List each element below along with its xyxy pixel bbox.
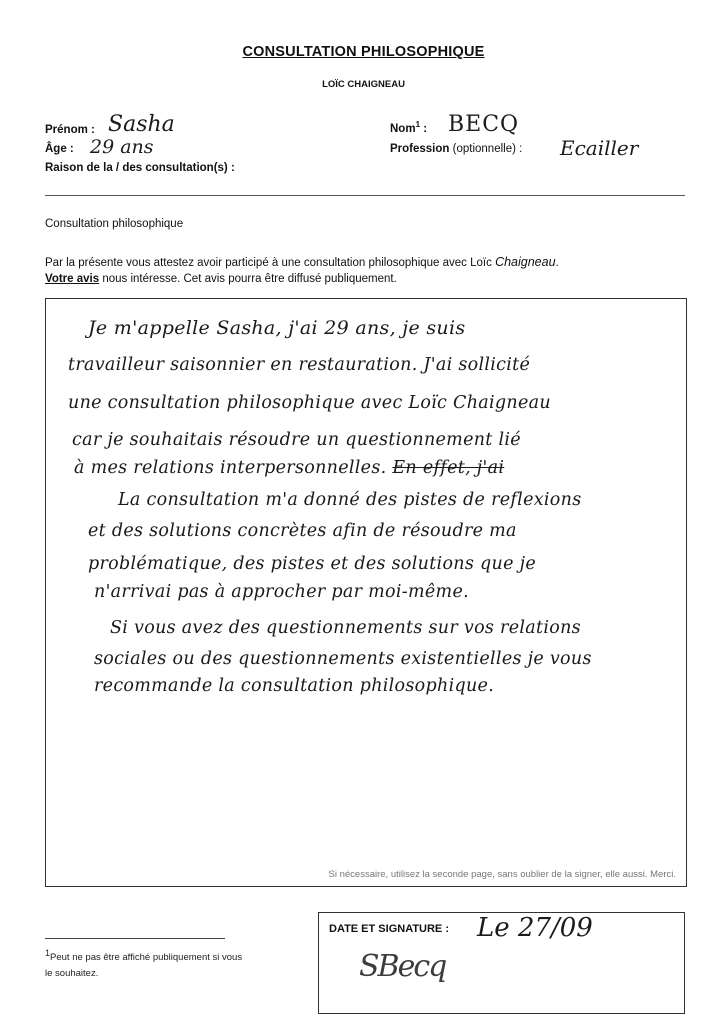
prenom-label: Prénom : [45,124,95,136]
continuation-note: Si nécessaire, utilisez la seconde page, sans oublier de la signer, elle aussi. Merci. [328,869,676,880]
intro-name: Chaigneau [495,255,556,269]
footnote [45,947,243,982]
testimony-line-7: et des solutions concrètes afin de résoudre ma [88,521,517,541]
nom-value: BECQ [448,112,520,137]
testimony-line-10: Si vous avez des questionnements sur vos relations [110,618,581,638]
testimony-box [45,298,687,887]
testimony-line-6: La consultation m'a donné des pistes de reflexions [118,490,582,510]
section-title: Consultation philosophique [45,218,184,230]
profession-value: Ecailler [560,136,639,160]
nom-label-group [390,120,428,135]
intro-line-2 [45,273,397,285]
prenom-value: Sasha [108,112,175,137]
raison-label: Raison de la / des consultation(s) : [45,162,235,174]
profession-optional: (optionnelle) : [452,143,523,155]
nom-label: Nom [390,123,416,135]
profession-label: Profession [390,143,450,155]
intro-rest: nous intéresse. Cet avis pourra être diffusé publiquement. [99,273,397,285]
author-name: LOÏC CHAIGNEAU [322,79,405,90]
profession-label-group [390,143,522,155]
footnote-rule [45,938,225,939]
testimony-line-1: Je m'appelle Sasha, j'ai 29 ans, je suis [88,317,466,339]
footnote-line-1: Peut ne pas être affiché publiquement si vous [50,952,243,963]
footnote-marker: 1 [45,947,51,958]
date-signature-label: DATE ET SIGNATURE : [329,923,449,935]
intro-period: . [555,257,559,269]
signature-date: Le 27/09 [477,913,593,943]
votre-avis: Votre avis [45,273,100,285]
age-value: 29 ans [90,136,154,158]
testimony-line-5-main: à mes relations interpersonnelles. [74,458,387,478]
testimony-line-4: car je souhaitais résoudre un questionnement lié [72,430,521,450]
testimony-line-12: recommande la consultation philosophique. [94,676,495,696]
document-title: CONSULTATION PHILOSOPHIQUE [242,44,485,60]
age-label: Âge : [45,143,74,155]
handwritten-signature: SBecq [359,949,446,984]
testimony-line-3: une consultation philosophique avec Loïc Chaigneau [68,393,551,413]
signature-box [318,912,685,1014]
testimony-line-9: n'arrivai pas à approcher par moi-même. [94,582,469,602]
form-divider [45,195,685,196]
testimony-line-8: problématique, des pistes et des solutions que je [88,554,536,574]
testimony-line-5 [74,458,504,478]
intro-line-1 [45,255,559,269]
footnote-line-2: le souhaitez. [45,968,99,979]
testimony-struck-text: En effet, j'ai [392,458,505,478]
testimony-line-11: sociales ou des questionnements existentielles je vous [94,649,592,669]
nom-footnote-marker: 1 [415,120,421,130]
nom-colon: : [420,123,428,135]
intro-text: Par la présente vous attestez avoir participé à une consultation philosophique avec Loïc [45,257,496,269]
testimony-line-2: travailleur saisonnier en restauration. J'ai sollicité [68,355,531,375]
